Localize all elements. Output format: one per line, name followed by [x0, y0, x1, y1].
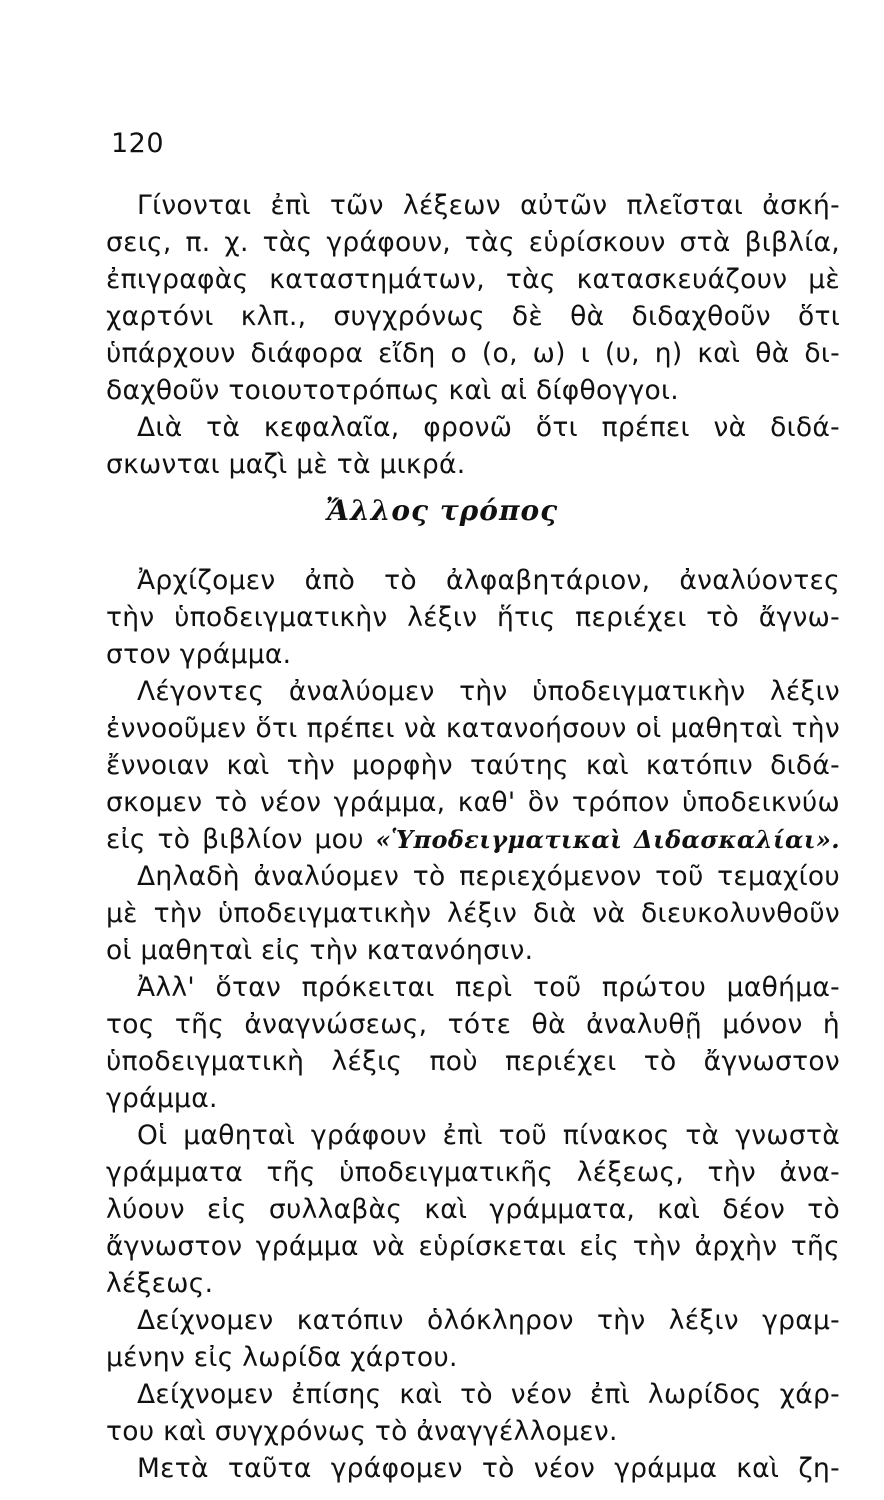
text-line: Ἀρχίζομεν ἀπὸ τὸ ἀλφαβητάριον, ἀναλύοντες — [137, 565, 840, 596]
text-line: του καὶ συγχρόνως τὸ ἀναγγέλλομεν. — [106, 1416, 618, 1447]
text-line: ἄγνωστον γράμμα νὰ εὑρίσκεται εἰς τὴν ἀρχὴν τῆς — [106, 1231, 840, 1262]
text-line: ἔννοιαν καὶ τὴν μορφὴν ταύτης καὶ κατόπιν διδά- — [106, 750, 840, 781]
text-line: γράμματα τῆς ὑποδειγματικῆς λέξεως, τὴν ἀνα- — [106, 1157, 840, 1188]
text-line: ὑπάρχουν διάφορα εἴδη ο (ο, ω) ι (υ, η) καὶ θὰ δι- — [106, 338, 840, 369]
text-line: στον γράμμα. — [106, 639, 292, 670]
text-line: Δείχνομεν κατόπιν ὁλόκληρον τὴν λέξιν γραμ- — [137, 1305, 840, 1336]
text-line: ἐννοοῦμεν ὅτι πρέπει νὰ κατανοήσουν οἱ μαθηταὶ τὴν — [106, 713, 840, 744]
text-line: μὲ τὴν ὑποδειγματικὴν λέξιν διὰ νὰ διευκολυνθοῦν — [106, 898, 840, 929]
text-line: γράμμα. — [106, 1083, 218, 1114]
text-line: σκωνται μαζὶ μὲ τὰ μικρά. — [106, 449, 466, 480]
text-line: σκομεν τὸ νέον γράμμα, καθ' ὃν τρόπον ὑποδεικνύω — [106, 787, 840, 818]
text-line: λέξεως. — [106, 1268, 214, 1299]
text-line: Λέγοντες ἀναλύομεν τὴν ὑποδειγματικὴν λέξιν — [137, 676, 840, 707]
text-line: χαρτόνι κλπ., συγχρόνως δὲ θὰ διδαχθοῦν ὅτι — [106, 301, 840, 332]
text-line: Δηλαδὴ ἀναλύομεν τὸ περιεχόμενον τοῦ τεμαχίου — [137, 861, 840, 892]
paragraph-block-2 — [106, 562, 840, 1487]
text-line: οἱ μαθηταὶ εἰς τὴν κατανόησιν. — [106, 935, 534, 966]
section-heading: Ἄλλος τρόπος — [325, 494, 559, 527]
reference-lead-text: εἰς τὸ βιβλίον μου — [106, 824, 364, 855]
text-line: Οἱ μαθηταὶ γράφουν ἐπὶ τοῦ πίνακος τὰ γνωστὰ — [137, 1120, 840, 1151]
text-line: Γίνονται ἐπὶ τῶν λέξεων αὐτῶν πλεῖσται ἀσκή- — [137, 190, 840, 221]
page-number: 120 — [111, 128, 165, 159]
text-line: τὴν ὑποδειγματικὴν λέξιν ἥτις περιέχει τὸ ἄγνω- — [106, 602, 840, 633]
text-line: Διὰ τὰ κεφαλαῖα, φρονῶ ὅτι πρέπει νὰ διδά- — [137, 412, 840, 443]
text-line: σεις, π. χ. τὰς γράφουν, τὰς εὑρίσκουν στὰ βιβλία, — [106, 227, 840, 258]
text-line: Δείχνομεν ἐπίσης καὶ τὸ νέον ἐπὶ λωρίδος χάρ- — [137, 1379, 840, 1410]
text-line: τος τῆς ἀναγνώσεως, τότε θὰ ἀναλυθῇ μόνον ἡ — [106, 1009, 840, 1040]
text-line: λύουν εἰς συλλαβὰς καὶ γράμματα, καὶ δέον τὸ — [106, 1194, 840, 1225]
paragraph-block-1 — [106, 187, 840, 483]
text-line: δαχθοῦν τοιουτοτρόπως καὶ αἱ δίφθογγοι. — [106, 375, 680, 406]
text-line: Ἀλλ' ὅταν πρόκειται περὶ τοῦ πρώτου μαθήμα- — [137, 972, 840, 1003]
text-line: ὑποδειγματικὴ λέξις ποὺ περιέχει τὸ ἄγνωστον — [106, 1046, 840, 1077]
text-line: Μετὰ ταῦτα γράφομεν τὸ νέον γράμμα καὶ ζη- — [137, 1453, 840, 1484]
text-line-reference — [106, 821, 840, 858]
text-line: ἐπιγραφὰς καταστημάτων, τὰς κατασκευάζουν μὲ — [106, 264, 840, 295]
book-title-reference: «Ὑποδειγματικαὶ Διδασκαλίαι». — [375, 825, 840, 854]
text-line: μένην εἰς λωρίδα χάρτου. — [106, 1342, 458, 1373]
